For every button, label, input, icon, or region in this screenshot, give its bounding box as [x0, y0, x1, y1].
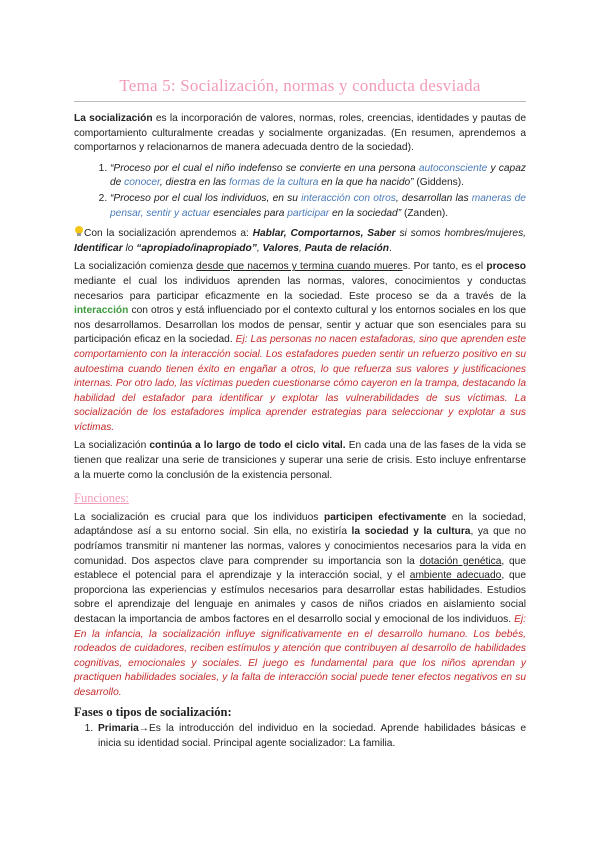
life-cycle-paragraph: La socialización continúa a lo largo de todo el ciclo vital. En cada una de las fases de la vida se tienen que realizar una serie de transiciones y superar una serie de crisis. Esto incluye enfrentarse a la muerte como la conclusión de la existencia personal.: [74, 440, 527, 481]
example-text: Ej: Las personas no nacen estafadoras, sino que aprenden este comportamiento con la interacción social. Los estafadores pueden sentir un refuerzo positivo en su autoestima cuando tienen éxito en engañar a otros, lo que refuerza sus valores y justificaciones internas. Por otro lado, las víctimas pueden cuestionarse cómo cayeron en la trampa, destacando la habilidad del estafador para identificar y explotar las vulnerabilidades de sus víctimas. La socialización de los estafadores implica aprender estrategias para seleccionar y explotar a sus víctimas.: [74, 334, 526, 433]
funciones-paragraph: La socialización es crucial para que los individuos participen efectivamente en la sociedad, adaptándose así a su entorno social. Sin ella, no existiría la sociedad y la cultura, ya que no podríamos transmitir ni mantener las normas, valores y conocimientos necesarios para la vida en comunidad. Dos aspectos clave para comprender su importancia son la dotación genética, que establece el potencial para el aprendizaje y la interacción social, y el ambiente adecuado, que proporciona las experiencias y estímulos necesarios para desarrollar estas habilidades. Estudios sobre el aprendizaje del lenguaje en animales y casos de niños criados en aislamiento social destacan la importancia de ambos factores en el desarrollo social y emocional de los individuos. Ej: En la infancia, la socialización influye significativamente en el desarrollo humano. Los bebés, rodeados de cuidadores, reciben estímulos y atención que contribuyen al desarrollo de habilidades cognitivas, emocionales y sociales. El juego es fundamental para que los niños aprendan y practiquen habilidades sociales, y la falta de interacción social puede tener efectos negativos en su desarrollo.: [74, 511, 526, 698]
example-text: Ej: En la infancia, la socialización influye significativamente en el desarrollo humano. Los bebés, rodeados de cuidadores, reciben estímulos y atención que contribuyen al desarrollo de habilidades cognitivas, emocionales y sociales. El juego es fundamental para que los niños aprendan y practiquen habilidades sociales, y la falta de interacción social puede tener efectos negativos en su desarrollo.: [74, 614, 526, 698]
funciones-heading: Funciones:: [74, 491, 129, 506]
title-divider: [74, 101, 526, 102]
arrow-icon: →: [138, 723, 149, 735]
intro-paragraph: La socialización es la incorporación de valores, normas, roles, creencias, identidades y pautas de comportamiento culturalmente creadas y socialmente organizadas. (En resumen, aprendemos a comportarnos y relacionarnos de manera adecuada dentro de la sociedad).: [74, 113, 526, 154]
definition-list: [74, 162, 526, 221]
lightbulb-icon: [74, 226, 84, 237]
fases-list: [74, 722, 526, 751]
intro-term: La socialización: [74, 113, 153, 124]
fases-heading: Fases o tipos de socialización:: [74, 704, 232, 719]
page-title: Tema 5: Socialización, normas y conducta desviada: [119, 76, 481, 95]
definition-quote: 1. “Proceso por el cual el niño indefenso se convierte en una persona autoconsciente y capaz de conocer, diestra en las formas de la cultura en la que ha nacido” (Giddens).: [110, 162, 526, 191]
definition-quote: 2. “Proceso por el cual los individuos, en su interacción con otros, desarrollan las maneras de pensar, sentir y actuar esenciales para participar en la sociedad” (Zanden).: [110, 192, 526, 221]
process-paragraph: La socialización comienza desde que nacemos y termina cuando mueres. Por tanto, es el proceso mediante el cual los individuos aprenden las normas, valores, conocimientos y conductas necesarios para participar eficazmente en la sociedad. Este proceso se da a través de la interacción con otros y está influenciado por el contexto cultural y los entornos sociales en los que nos desarrollamos. Desarrollan los modos de pensar, sentir y actuar que son esenciales para su participación eficaz en la sociedad. Ej: Las personas no nacen estafadoras, sino que aprenden este comportamiento con la interacción social. Los estafadores pueden sentir un refuerzo positivo en su autoestima cuando tienen éxito en engañar a otros, lo que refuerza sus valores y justificaciones internas. Por otro lado, las víctimas pueden cuestionarse cómo cayeron en la trampa, destacando la habilidad del estafador para identificar y explotar las vulnerabilidades de sus víctimas. La socialización de los estafadores implica aprender estrategias para seleccionar y explotar a sus víctimas.: [74, 261, 526, 433]
learn-paragraph: Con la socialización aprendemos a: Hablar, Comportarnos, Saber si somos hombres/mujeres, Identificar lo “apropiado/inapropiado”, Valores, Pauta de relación.: [74, 228, 526, 254]
fase-item: 1. Primaria→Es la introducción del individuo en la sociedad. Aprende habilidades básicas e inicia su identidad social. Principal agente socializador: La familia.: [96, 722, 526, 751]
document-body: [74, 112, 526, 751]
